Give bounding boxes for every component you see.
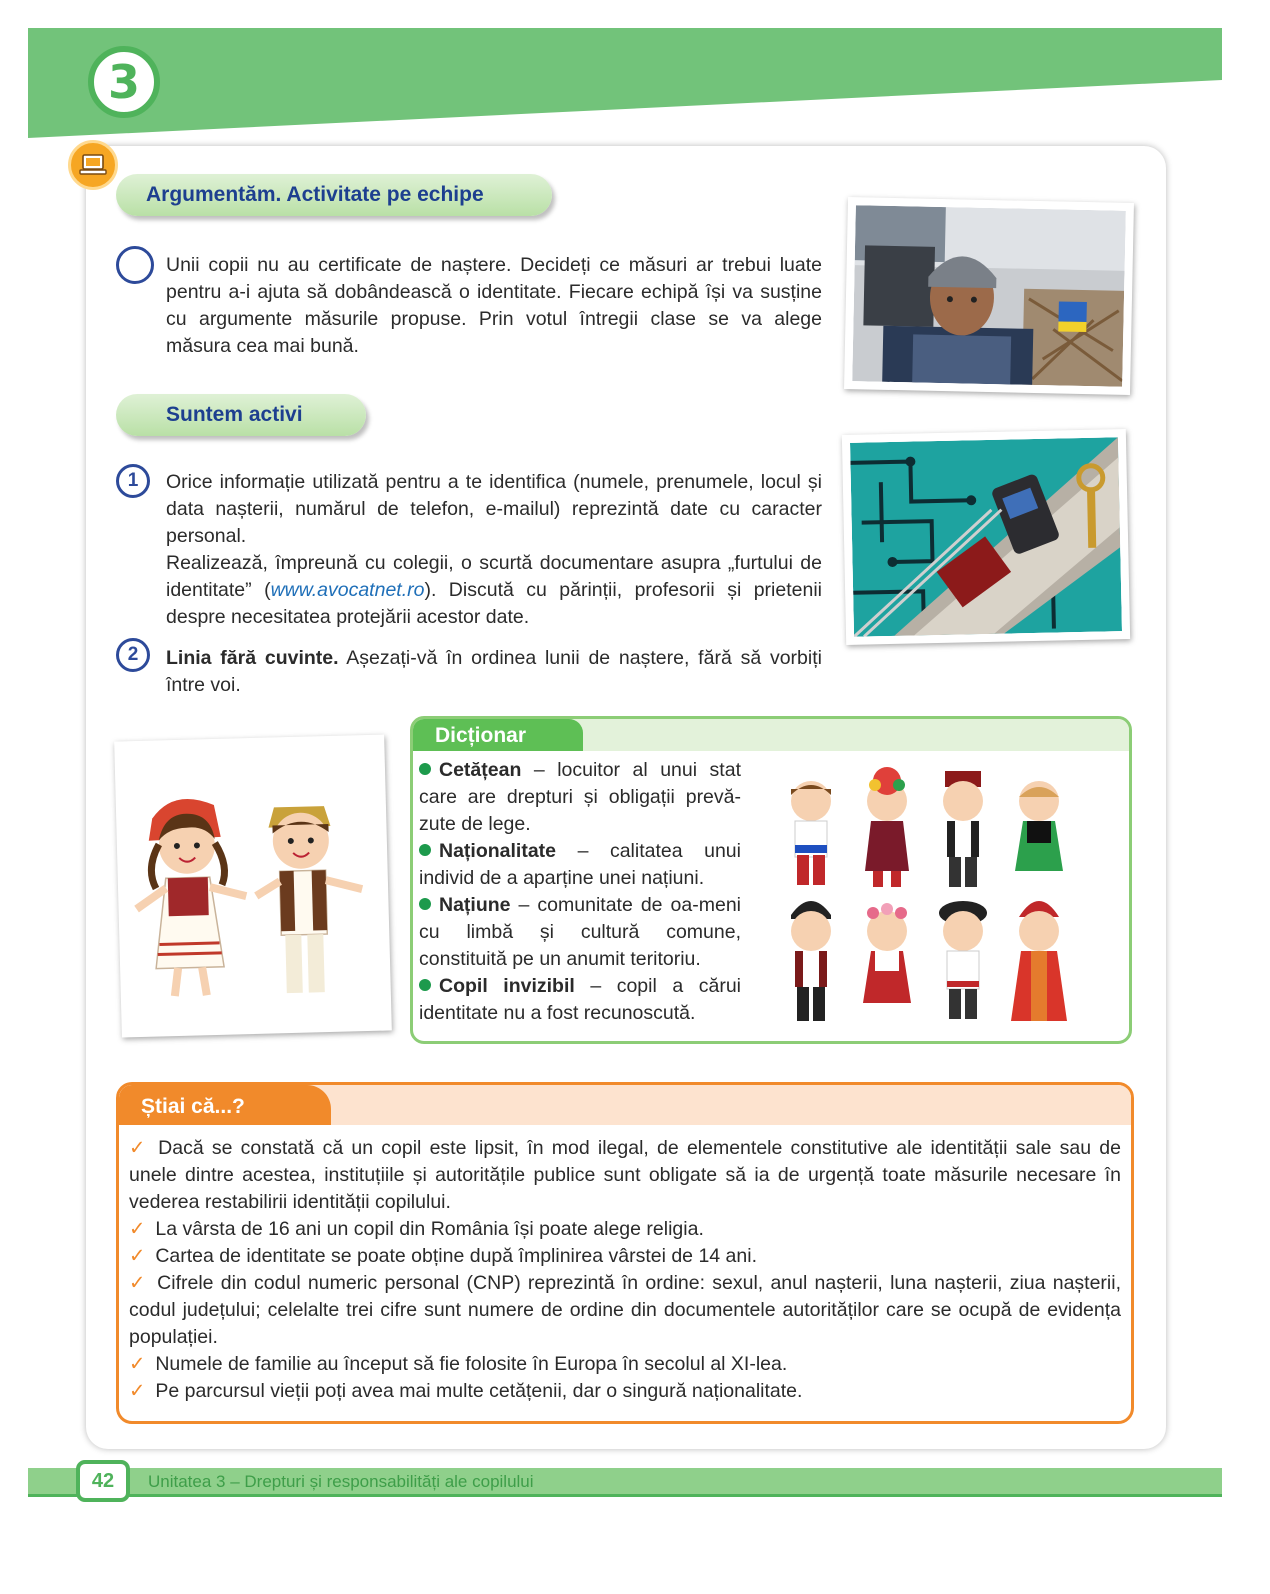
did-you-know-box: [116, 1082, 1134, 1424]
did-you-know-item: ✓ La vârsta de 16 ani un copil din România își poate alege religia.: [129, 1218, 704, 1240]
page-number: 42: [76, 1460, 130, 1502]
check-icon: ✓: [129, 1218, 146, 1240]
image-romanian-children: [114, 735, 392, 1038]
dictionary-box: [410, 716, 1132, 1044]
unit-number-badge: [88, 46, 160, 118]
section-title-argue: Argumentăm. Activitate pe echipe: [116, 174, 552, 216]
check-icon: ✓: [129, 1137, 149, 1159]
dictionary-title: Dicționar: [413, 719, 583, 751]
bullet-dot-icon: [419, 844, 431, 856]
did-you-know-item: ✓ Pe parcursul vieții poți avea mai multe cetățenii, dar o singură naționalitate.: [129, 1380, 803, 1402]
dictionary-entry: Copil invizibil – copil a cărui identitate nu a fost recunoscută.: [419, 975, 742, 1024]
laptop-icon: [68, 140, 118, 190]
dictionary-entry: Cetățean – locuitor al unui stat care are drepturi și obligații prevă-zute de lege.: [419, 759, 741, 835]
dictionary-entry: Națiune – comunitate de oa-meni cu limbă și cultură comune, constituită pe un anumit teritoriu.: [419, 894, 741, 970]
unit-number: 3: [107, 55, 140, 109]
check-icon: ✓: [129, 1272, 148, 1294]
dictionary-entries: [419, 757, 741, 1027]
photo-child-street: [844, 197, 1134, 395]
footer-divider: [28, 1494, 1222, 1497]
footer-unit-title: Unitatea 3 – Drepturi și responsabilități ale copilului: [148, 1472, 534, 1491]
check-icon: ✓: [129, 1353, 146, 1375]
dictionary-entry: Naționalitate – calitatea unui individ de a aparține unei națiuni.: [419, 840, 741, 889]
unit-header-banner: [28, 28, 1222, 138]
activity-2-text: Linia fără cuvinte. Așezați-vă în ordinea lunii de naștere, fără să vorbiți între voi.: [166, 647, 822, 696]
did-you-know-list: [129, 1135, 1121, 1405]
bullet-dot-icon: [419, 979, 431, 991]
did-you-know-item: ✓ Cartea de identitate se poate obține după împlinirea vârstei de 14 ani.: [129, 1245, 757, 1267]
activity-1-text: Orice informație utilizată pentru a te identifica (numele, prenumele, locul și data nașterii, numărul de telefon, e-mailul) reprezintă date cu caracter personal. Realizează, împreună cu colegii, o scurtă documentare asupra „furtului de identitate” (www.avocatnet.ro). Discută cu părinții, profesorii și prietenii despre necesitatea protejării acestor date.: [166, 471, 822, 628]
check-icon: ✓: [129, 1380, 146, 1402]
photo-identity-data: [842, 429, 1130, 645]
bullet-dot-icon: [419, 763, 431, 775]
bullet-dot-icon: [419, 898, 431, 910]
image-children-national-costumes: [775, 767, 1095, 1037]
did-you-know-item: ✓ Cifrele din codul numeric personal (CNP) reprezintă în ordine: sexul, anul nașterii, luna nașterii, ziua nașterii, codul județului; celelalte trei cifre sunt numere de ordine din documentele autorităților care se ocupă de evidența populației.: [129, 1272, 1121, 1348]
did-you-know-title: Știai că...?: [119, 1085, 331, 1125]
check-icon: ✓: [129, 1245, 146, 1267]
did-you-know-item: ✓ Dacă se constată că un copil este lipsit, în mod ilegal, de elementele constitutive ale identității sale sau de unele dintre acestea, instituțiile și autoritățile publice sunt obligate să ia de urgență toate măsurile necesare în vederea restabilirii identității copilului.: [129, 1137, 1121, 1213]
section-title-active: Suntem activi: [116, 394, 366, 436]
activity-circle-empty: [116, 246, 154, 284]
avocatnet-link[interactable]: www.avocatnet.ro: [270, 579, 425, 601]
activity-number-1: 1: [116, 464, 150, 498]
argue-text: Unii copii nu au certificate de naștere. Decideți ce măsuri ar trebui luate pentru a-i ajuta să dobândească o identitate. Fiecare echipă își va susține cu argumente măsurile propuse. Prin votul întregii clase se va alege măsura cea mai bună.: [166, 254, 822, 357]
activity-number-2: 2: [116, 638, 150, 672]
did-you-know-item: ✓ Numele de familie au început să fie folosite în Europa în secolul al XI-lea.: [129, 1353, 788, 1375]
